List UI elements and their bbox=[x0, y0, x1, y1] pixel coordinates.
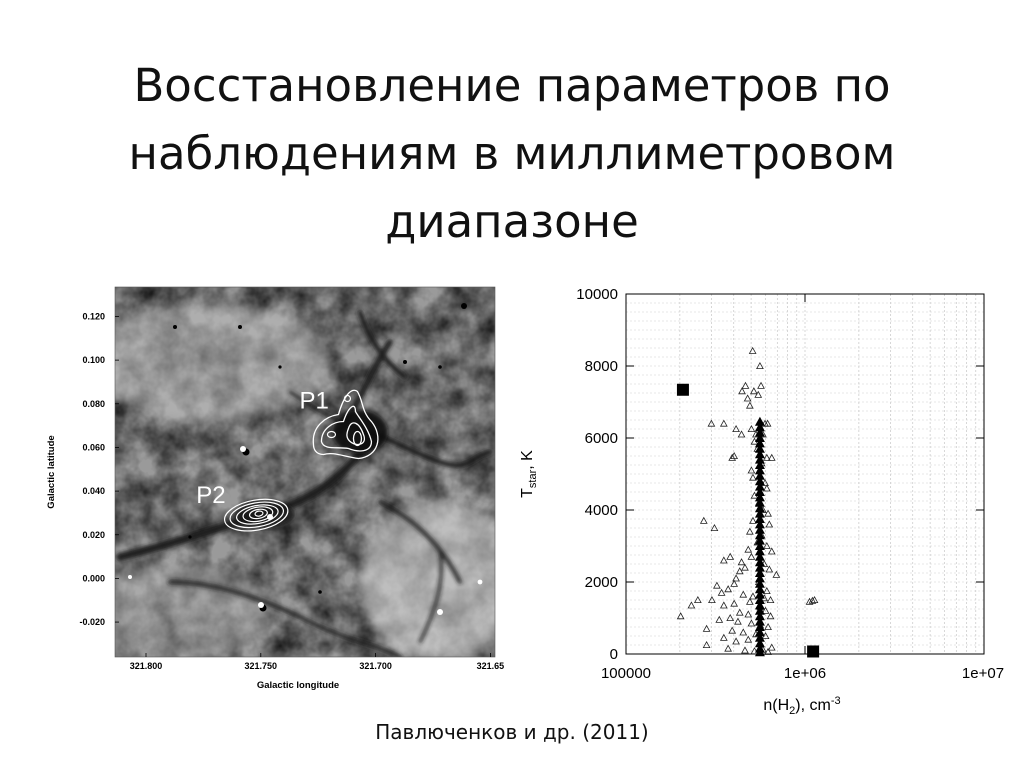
map-y-tick-label: 0.080 bbox=[82, 398, 105, 409]
scatter-y-tick-label: 8000 bbox=[584, 358, 618, 375]
scatter-ticks bbox=[576, 286, 1004, 682]
map-image bbox=[90, 287, 520, 662]
scatter-y-tick-label: 2000 bbox=[584, 574, 618, 591]
map-y-tick-label: 0.120 bbox=[82, 311, 105, 322]
data-point-open-triangle bbox=[748, 467, 754, 473]
title-line-2: наблюдениям в миллиметровом bbox=[128, 127, 896, 180]
scatter-points bbox=[677, 348, 819, 658]
slide-title bbox=[40, 52, 984, 256]
data-point-open-triangle bbox=[703, 642, 709, 648]
data-point-open-triangle bbox=[740, 629, 746, 635]
map-y-tick-label: 0.040 bbox=[82, 486, 105, 497]
data-point-open-triangle bbox=[765, 624, 771, 630]
scatter-x-tick-label: 100000 bbox=[600, 665, 652, 682]
sky-map-figure bbox=[40, 282, 505, 692]
scatter-grid bbox=[626, 294, 984, 654]
map-y-tick-label: -0.020 bbox=[79, 617, 105, 628]
data-point-filled-square bbox=[807, 645, 819, 657]
data-point-open-triangle bbox=[742, 564, 748, 570]
scatter-y-axis-label: $T_{star}$, K bbox=[519, 450, 539, 498]
scatter-x-axis-label: $n(H_2)$, $cm^{-3}$ bbox=[763, 695, 841, 717]
data-point-open-triangle bbox=[747, 402, 753, 408]
region-label-p1: P1 bbox=[299, 387, 329, 415]
map-y-tick-label: 0.020 bbox=[82, 529, 105, 540]
data-point-open-triangle bbox=[718, 590, 724, 596]
map-x-axis-label: Galactic longitude bbox=[256, 680, 340, 691]
map-y-tick-label: 0.060 bbox=[82, 442, 105, 453]
data-point-open-triangle bbox=[688, 602, 694, 608]
data-point-open-triangle bbox=[695, 597, 701, 603]
data-point-open-triangle bbox=[767, 597, 773, 603]
scatter-y-tick-label: 6000 bbox=[584, 430, 618, 447]
data-point-open-triangle bbox=[731, 581, 737, 587]
title-line-1: Восстановление параметров по bbox=[133, 59, 891, 112]
data-point-open-triangle bbox=[701, 518, 707, 524]
data-point-open-triangle bbox=[745, 611, 751, 617]
data-point-open-triangle bbox=[703, 626, 709, 632]
map-x-tick-label: 321.750 bbox=[244, 661, 278, 671]
scatter-figure bbox=[510, 282, 1015, 722]
data-point-open-triangle bbox=[721, 635, 727, 641]
map-y-axis-label: Galactic latitude bbox=[46, 435, 57, 509]
scatter-y-tick-label: 0 bbox=[609, 646, 618, 663]
data-point-open-triangle bbox=[716, 617, 722, 623]
data-point-open-triangle bbox=[742, 647, 748, 653]
data-point-open-triangle bbox=[727, 615, 733, 621]
data-point-open-triangle bbox=[764, 543, 770, 549]
data-point-open-triangle bbox=[721, 557, 727, 563]
data-point-open-triangle bbox=[714, 582, 720, 588]
data-point-open-triangle bbox=[725, 645, 731, 651]
scatter-y-tick-label: 10000 bbox=[576, 286, 618, 303]
data-point-open-triangle bbox=[748, 554, 754, 560]
scatter-plot-svg bbox=[510, 282, 1015, 722]
data-point-open-triangle bbox=[735, 618, 741, 624]
data-point-open-triangle bbox=[766, 521, 772, 527]
data-point-open-triangle bbox=[766, 566, 772, 572]
map-x-tick-label: 321.700 bbox=[359, 661, 392, 671]
data-point-open-triangle bbox=[740, 591, 746, 597]
map-y-tick-labels bbox=[79, 311, 119, 627]
data-point-open-triangle bbox=[738, 431, 744, 437]
scatter-x-tick-label: 1e+06 bbox=[783, 665, 827, 682]
data-point-open-triangle bbox=[758, 383, 764, 389]
data-point-filled-square bbox=[677, 384, 689, 396]
data-point-open-triangle bbox=[709, 597, 715, 603]
data-point-open-triangle bbox=[748, 620, 754, 626]
data-point-open-triangle bbox=[731, 600, 737, 606]
map-x-tick-label: 321.65 bbox=[476, 661, 505, 671]
map-x-tick-label: 321.800 bbox=[129, 661, 163, 671]
data-point-open-triangle bbox=[742, 383, 748, 389]
scatter-y-tick-label: 4000 bbox=[584, 502, 618, 519]
data-point-open-triangle bbox=[727, 554, 733, 560]
map-y-tick-label: 0.100 bbox=[82, 355, 105, 366]
data-point-open-triangle bbox=[729, 627, 735, 633]
data-point-open-triangle bbox=[721, 420, 727, 426]
data-point-open-triangle bbox=[747, 528, 753, 534]
data-point-open-triangle bbox=[744, 395, 750, 401]
data-point-open-triangle bbox=[745, 636, 751, 642]
data-point-open-triangle bbox=[745, 546, 751, 552]
data-point-open-triangle bbox=[711, 525, 717, 531]
data-point-open-triangle bbox=[773, 572, 779, 578]
data-point-open-triangle bbox=[747, 599, 753, 605]
data-point-open-triangle bbox=[737, 609, 743, 615]
region-label-p2: P2 bbox=[196, 482, 226, 510]
map-y-tick-label: 0.000 bbox=[82, 573, 105, 584]
data-point-open-triangle bbox=[749, 348, 755, 354]
scatter-x-tick-label: 1e+07 bbox=[961, 665, 1005, 682]
data-point-open-triangle bbox=[729, 455, 735, 461]
title-line-3: диапазоне bbox=[385, 195, 639, 248]
data-point-open-triangle bbox=[765, 510, 771, 516]
sky-map-svg bbox=[40, 282, 505, 692]
data-point-open-triangle bbox=[721, 602, 727, 608]
data-point-open-triangle bbox=[769, 548, 775, 554]
citation: Павлюченков и др. (2011) bbox=[375, 720, 649, 744]
